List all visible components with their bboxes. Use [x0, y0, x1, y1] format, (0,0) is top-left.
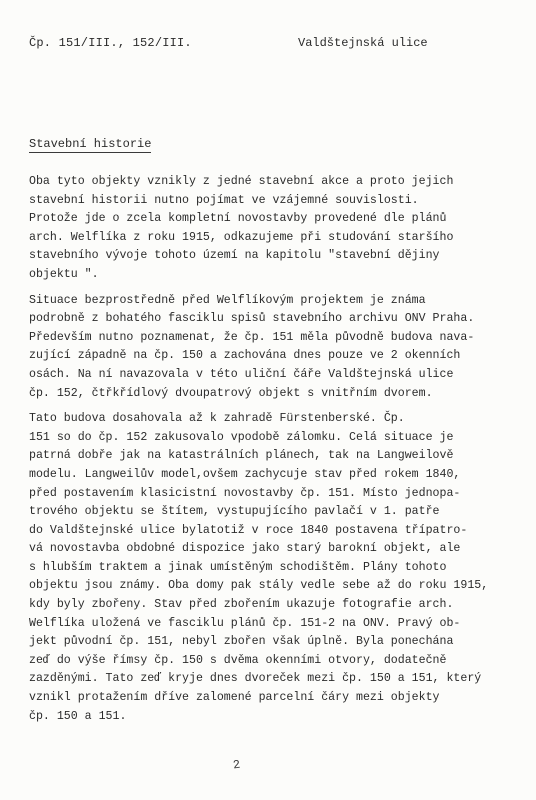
text-line: arch. Welflíka z roku 1915, odkazujeme při studování staršího	[29, 230, 454, 244]
text-line: vá novostavba obdobné dispozice jako starý barokní objekt, ale	[29, 542, 461, 556]
text-line: zeď do výše římsy čp. 150 s dvěma okenními otvory, dodatečně	[29, 653, 447, 667]
paragraph-3	[29, 410, 519, 726]
page-number-mark: 2	[232, 757, 242, 773]
text-line: s hlubším traktem a jinak umístěným schodištěm. Plány tohoto	[29, 560, 447, 574]
text-line: stavebního vývoje tohoto území na kapitolu "stavební dějiny	[29, 249, 440, 263]
text-line: patrná dobře jak na katastrálních plánech, tak na Langweilově	[29, 449, 454, 463]
text-line: do Valdštejnské ulice bylatotiž v roce 1840 postavena třípatro-	[29, 523, 468, 537]
text-line: stavební historii nutno pojímat ve vzájemné souvislosti.	[29, 193, 419, 207]
section-title: Stavební historie	[29, 137, 152, 151]
text-line: osách. Na ní navazovala v této uliční čáře Valdštejnská ulice	[29, 367, 454, 381]
text-line: modelu. Langweilův model,ovšem zachycuje stav před rokem 1840,	[29, 467, 461, 481]
text-line: jekt původní čp. 151, nebyl zbořen však úplně. Byla ponechána	[29, 635, 454, 649]
text-line: zující západně na čp. 150 a zachována dnes pouze ve 2 okenních	[29, 349, 461, 363]
paragraph-1	[29, 173, 519, 285]
text-line: Především nutno poznamenat, že čp. 151 měla původně budova nava-	[29, 330, 475, 344]
text-line: objektu ".	[29, 267, 99, 281]
text-line: Welflíka uložená ve fasciklu plánů čp. 151-2 na ONV. Pravý ob-	[29, 616, 461, 630]
text-line: kdy byly zbořeny. Stav před zbořením ukazuje fotografie arch.	[29, 598, 454, 612]
text-line: zazděnými. Tato zeď kryje dnes dvoreček mezi čp. 150 a 151, který	[29, 672, 482, 686]
document-body	[29, 173, 519, 726]
text-line: čp. 152, čtřkřídlový dvoupatrový objekt s vnitřním dvorem.	[29, 386, 433, 400]
text-line: vznikl protažením dříve zalomené parcelní čáry mezi objekty	[29, 691, 440, 705]
text-line: 151 so do čp. 152 zakusovalo vpodobě zálomku. Celá situace je	[29, 430, 454, 444]
text-line: Oba tyto objekty vznikly z jedné stavební akce a proto jejich	[29, 175, 454, 188]
paragraph-gap	[29, 403, 519, 410]
text-line: Protože jde o zcela kompletní novostavby provedené dle plánů	[29, 212, 447, 226]
text-line: objektu jsou známy. Oba domy pak stály vedle sebe až do roku 1915,	[29, 579, 489, 593]
text-line: podrobně z bohatého fasciklu spisů stavebního archivu ONV Praha.	[29, 312, 475, 326]
text-line: čp. 150 a 151.	[29, 709, 127, 723]
paragraph-gap	[29, 285, 519, 292]
text-line: Tato budova dosahovala až k zahradě Fürstenberské. Čp.	[29, 412, 405, 426]
building-number-header: Čp. 151/III., 152/III.	[29, 36, 192, 50]
paragraph-2	[29, 292, 519, 404]
street-name-header: Valdštejnská ulice	[298, 36, 428, 50]
text-line: Situace bezprostředně před Welflíkovým projektem je známa	[29, 293, 426, 307]
text-line: trového objektu se štítem, vystupujícího pavlačí v 1. patře	[29, 505, 440, 519]
text-line: před postavením klasicistní novostavby čp. 151. Místo jednopa-	[29, 486, 461, 500]
